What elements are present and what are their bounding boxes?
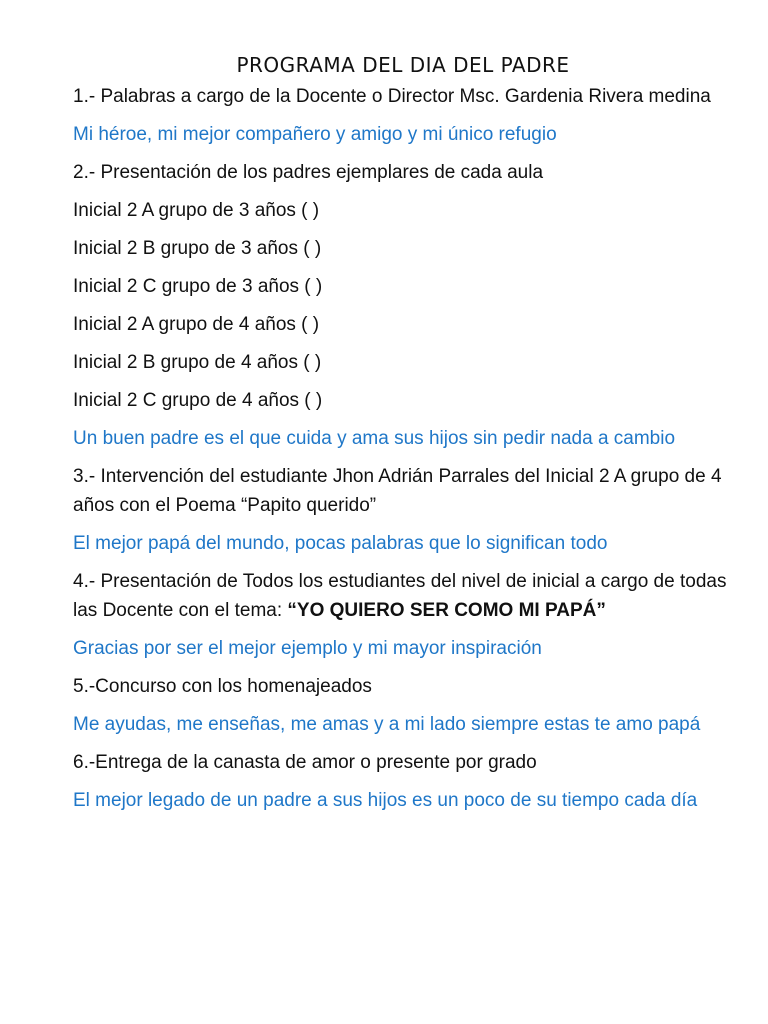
- program-item-4: [73, 567, 745, 625]
- program-item-3: 3.- Intervención del estudiante Jhon Adrián Parrales del Inicial 2 A grupo de 4 años con el Poema “Papito querido”: [73, 466, 722, 516]
- group-item: Inicial 2 A grupo de 3 años ( ): [73, 200, 320, 221]
- program-item-4-text: 4.- Presentación de Todos los estudiantes del nivel de inicial a cargo de todas las Docente con el tema:: [73, 571, 727, 621]
- program-item-1: 1.- Palabras a cargo de la Docente o Director Msc. Gardenia Rivera medina: [73, 86, 711, 107]
- group-item: Inicial 2 C grupo de 4 años ( ): [73, 390, 323, 411]
- program-item-2: 2.- Presentación de los padres ejemplares de cada aula: [73, 162, 544, 183]
- program-item-5: 5.-Concurso con los homenajeados: [73, 676, 372, 697]
- quote-3: El mejor papá del mundo, pocas palabras que lo significan todo: [73, 533, 608, 554]
- quote-1: Mi héroe, mi mejor compañero y amigo y mi único refugio: [73, 124, 557, 145]
- quote-2: Un buen padre es el que cuida y ama sus hijos sin pedir nada a cambio: [73, 428, 676, 449]
- group-item: Inicial 2 A grupo de 4 años ( ): [73, 314, 320, 335]
- program-item-4-theme: “YO QUIERO SER COMO MI PAPÁ”: [287, 600, 606, 621]
- document-page: [73, 52, 745, 824]
- group-item: Inicial 2 B grupo de 4 años ( ): [73, 352, 322, 373]
- program-item-6: 6.-Entrega de la canasta de amor o presente por grado: [73, 752, 537, 773]
- document-title: PROGRAMA DEL DIA DEL PADRE: [236, 53, 570, 77]
- group-item: Inicial 2 B grupo de 3 años ( ): [73, 238, 322, 259]
- quote-5: Me ayudas, me enseñas, me amas y a mi lado siempre estas te amo papá: [73, 714, 701, 735]
- group-item: Inicial 2 C grupo de 3 años ( ): [73, 276, 323, 297]
- quote-4: Gracias por ser el mejor ejemplo y mi mayor inspiración: [73, 638, 542, 659]
- quote-6: El mejor legado de un padre a sus hijos es un poco de su tiempo cada día: [73, 790, 698, 811]
